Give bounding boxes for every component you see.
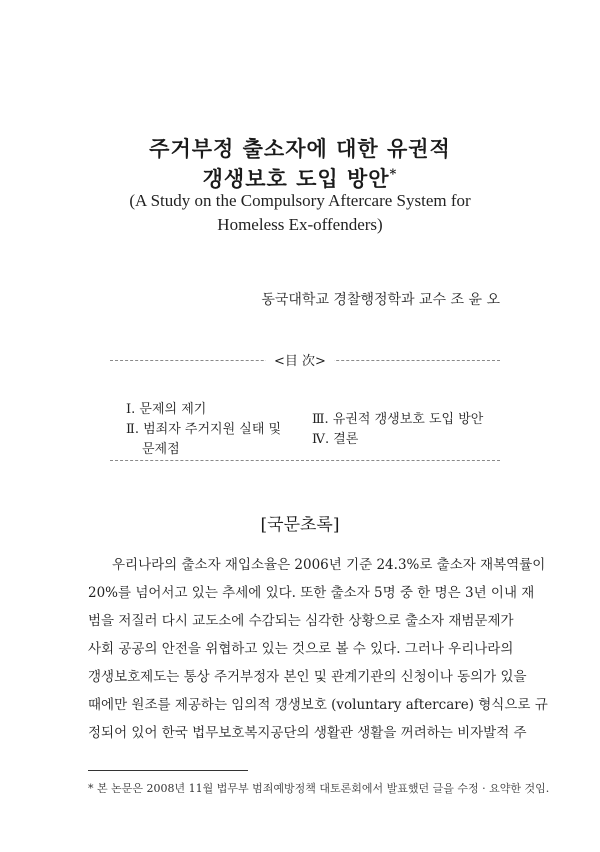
abstract-line: 20%를 넘어서고 있는 추세에 있다. 또한 출소자 5명 중 한 명은 3년 이내 재 <box>88 585 535 601</box>
toc-item-2-continued: 문제점 <box>142 442 180 457</box>
toc-item-2: Ⅱ. 범죄자 주거지원 실태 및 <box>126 422 282 437</box>
paper-title-line-2: 갱생보호 도입 방안* <box>202 166 398 191</box>
toc-item-3: Ⅲ. 유권적 갱생보호 도입 방안 <box>312 412 484 427</box>
abstract-line: 우리나라의 출소자 재입소율은 2006년 기준 24.3%로 출소자 재복역률이 <box>112 557 546 573</box>
english-subtitle-line-2: Homeless Ex-offenders) <box>217 215 383 234</box>
abstract-line: 갱생보호제도는 통상 주거부정자 본인 및 관계기관의 신청이나 동의가 있을 <box>88 669 527 685</box>
abstract-line: 정되어 있어 한국 법무보호복지공단의 생활관 생활을 꺼려하는 비자발적 주 <box>88 725 527 741</box>
footnote-text: * 본 논문은 2008년 11월 법무부 범죄예방정책 대토론회에서 발표했던 글을 수정 · 요약한 것임. <box>88 782 550 795</box>
title-footnote-mark: * <box>389 167 398 182</box>
abstract-line: 범을 저질러 다시 교도소에 수감되는 심각한 상황으로 출소자 재범문제가 <box>88 613 514 629</box>
paper-title-line-1: 주거부정 출소자에 대한 유권적 <box>149 136 451 161</box>
english-subtitle-line-1: (A Study on the Compulsory Aftercare System for <box>129 191 471 210</box>
toc-item-4: Ⅳ. 결론 <box>312 432 359 447</box>
abstract-line: 사회 공공의 안전을 위협하고 있는 것으로 볼 수 있다. 그러나 우리나라의 <box>88 641 514 657</box>
abstract-line: 때에만 원조를 제공하는 임의적 갱생보호 (voluntary aftercare) 형식으로 규 <box>88 697 548 713</box>
author-affiliation: 동국대학교 경찰행정학과 교수 조 윤 오 <box>261 292 500 308</box>
toc-item-1: Ⅰ. 문제의 제기 <box>126 402 207 417</box>
abstract-heading: [국문초록] <box>260 515 340 535</box>
footnote-divider <box>88 770 248 771</box>
toc-heading: <目 次> <box>0 350 600 369</box>
